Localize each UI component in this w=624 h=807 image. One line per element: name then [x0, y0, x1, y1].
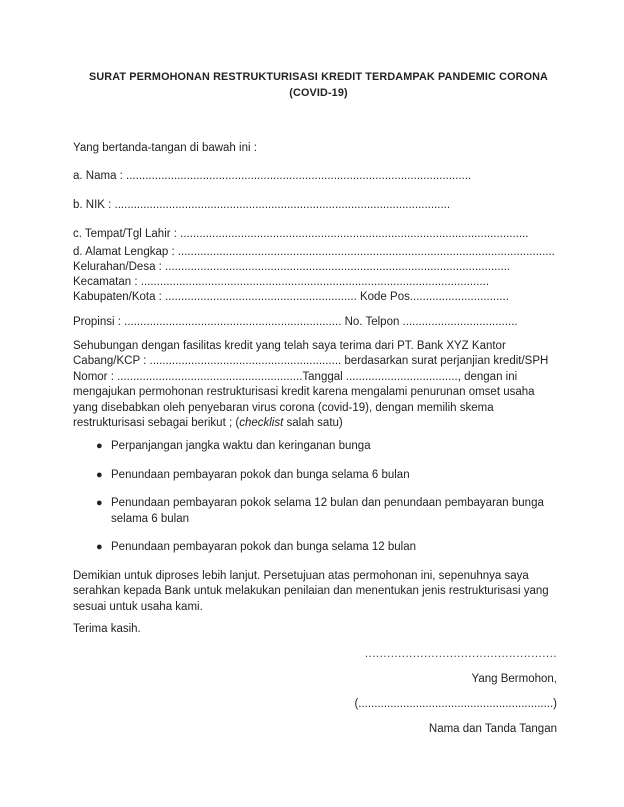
- field-nama: a. Nama : ............................................................................................................: [73, 169, 472, 182]
- field-kecamatan: Kecamatan : .............................................................................................................: [73, 276, 490, 288]
- identity-fields: [73, 169, 564, 243]
- signature-name-blank: (.............................................................): [354, 697, 557, 710]
- field-tempat-tgl-lahir: c. Tempat/Tgl Lahir : .............................................................................................................: [73, 227, 529, 240]
- body-paragraph-line1: Sehubungan dengan fasilitas kredit yang telah saya terima dari PT. Bank XYZ Kantor: [73, 340, 506, 352]
- thanks-line: Terima kasih.: [73, 623, 141, 636]
- closing-line2: serahkan kepada Bank untuk melakukan penilaian dan menentukan jenis restrukturisasi yang: [73, 585, 549, 598]
- applicant-label: Yang Bermohon,: [471, 672, 557, 685]
- list-item: [73, 439, 564, 455]
- body-paragraph-line4: mengajukan permohonan restrukturisasi kredit karena mengalami penurunan omset usaha: [73, 386, 535, 399]
- closing-line3: sesuai untuk usaha kami.: [73, 600, 203, 613]
- body-paragraph-line5: yang disebabkan oleh penyebaran virus corona (covid-19), dengan memilih skema: [73, 401, 494, 414]
- body-paragraph-line6: [73, 416, 564, 431]
- field-propinsi-telpon: Propinsi : .................................................................... No. Telpon ....................................: [73, 316, 518, 328]
- address-block: [73, 245, 564, 330]
- letter-title-line1: SURAT PERMOHONAN RESTRUKTURISASI KREDIT TERDAMPAK PANDEMIC CORONA: [88, 71, 549, 83]
- line6-checklist-italic: checklist: [239, 417, 284, 430]
- list-item: [73, 468, 564, 484]
- signature-block: [73, 647, 564, 737]
- body-paragraph: [73, 339, 564, 431]
- field-alamat-lengkap: d. Alamat Lengkap : ......................................................................................................................: [73, 246, 555, 258]
- option-label: Perpanjangan jangka waktu dan keringanan bunga: [111, 440, 371, 453]
- body-paragraph-line3: Nomor : ..........................................................Tanggal ..................................., dengan ini: [73, 370, 518, 383]
- letter-title: [73, 70, 564, 101]
- field-kabupaten-kota-kode-pos: Kabupaten/Kota : ............................................................ Kode Pos...............................: [73, 291, 509, 303]
- closing-paragraph: [73, 569, 564, 615]
- closing-line1: Demikian untuk diproses lebih lanjut. Persetujuan atas permohonan ini, sepenuhnya saya: [73, 569, 529, 582]
- field-kelurahan-desa: Kelurahan/Desa : ............................................................................................................: [73, 261, 511, 273]
- option-label-line2: selama 6 bulan: [111, 512, 189, 525]
- bullet-icon: ●: [96, 468, 103, 481]
- line6-suffix: salah satu): [283, 417, 343, 430]
- line6-prefix: restrukturisasi sebagai berikut ; (: [73, 417, 240, 430]
- body-paragraph-line2: Cabang/KCP : ............................................................ berdasarkan surat perjanjian kredit/SPH: [73, 355, 549, 368]
- option-label: [111, 496, 544, 527]
- option-label: Penundaan pembayaran pokok dan bunga selama 12 bulan: [111, 541, 416, 554]
- list-item: [73, 540, 564, 556]
- letter-title-line2: (COVID-19): [289, 86, 348, 99]
- bullet-icon: ●: [96, 541, 103, 554]
- signature-caption: Nama dan Tanda Tangan: [428, 722, 557, 735]
- field-nik: b. NIK : .........................................................................................................: [73, 198, 451, 211]
- bullet-icon: ●: [96, 497, 103, 510]
- list-item: [73, 496, 564, 527]
- signature-date-dotted-line: ....................................................: [364, 647, 557, 660]
- restructuring-options-list: [73, 439, 564, 556]
- option-label-line1: Penundaan pembayaran pokok selama 12 bulan dan penundaan pembayaran bunga: [111, 497, 544, 510]
- salutation-line: Yang bertanda-tangan di bawah ini :: [73, 142, 257, 154]
- bullet-icon: ●: [96, 440, 103, 453]
- option-label: Penundaan pembayaran pokok dan bunga selama 6 bulan: [111, 468, 410, 481]
